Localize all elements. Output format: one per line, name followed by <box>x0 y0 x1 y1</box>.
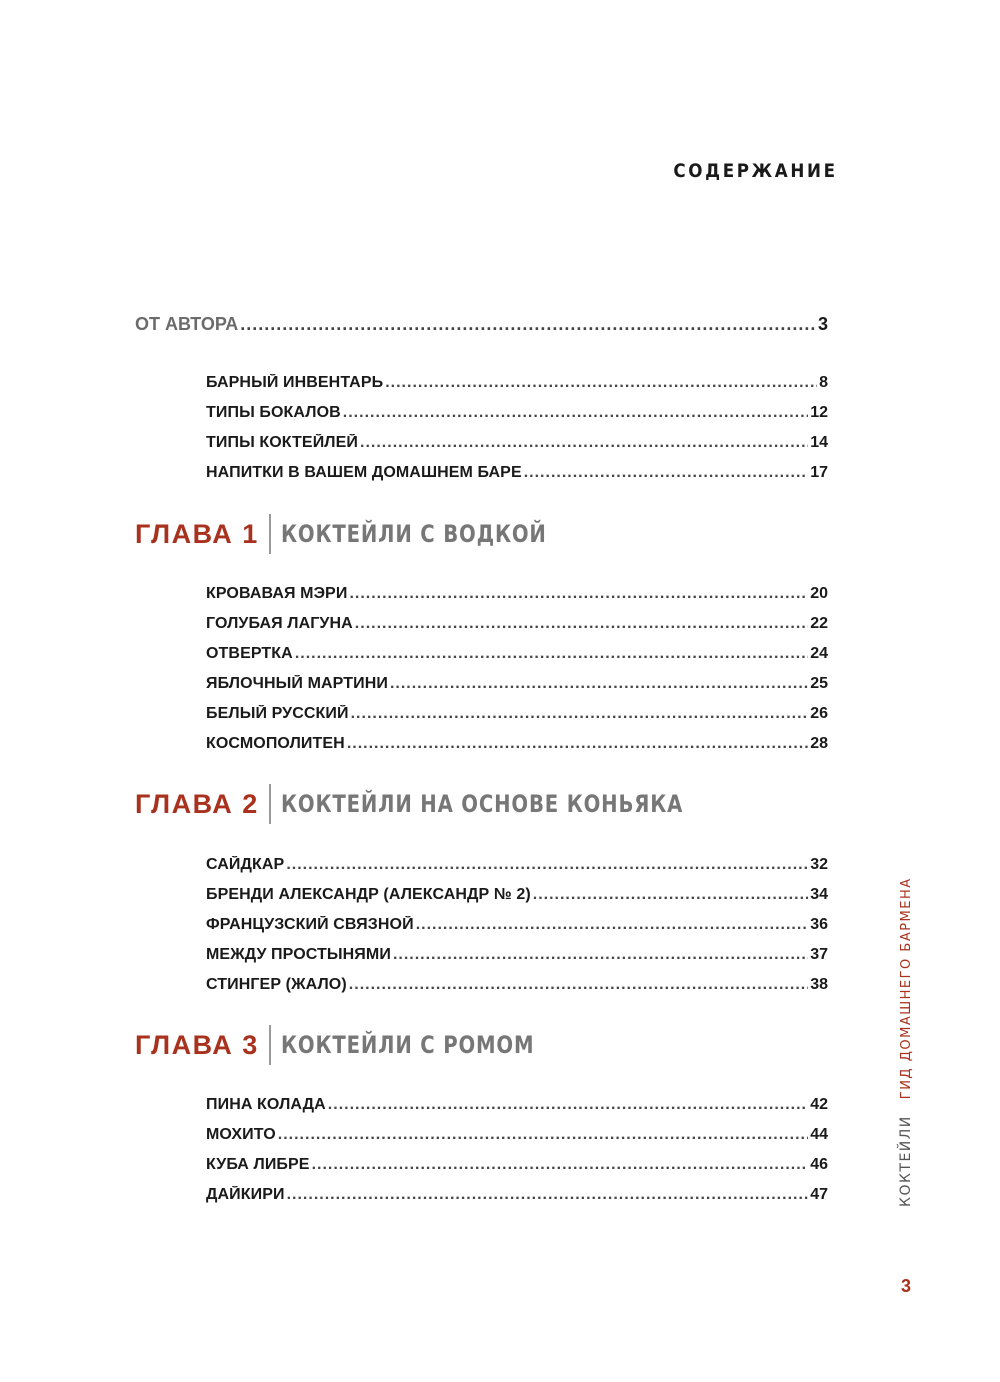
dot-leader <box>416 916 809 934</box>
toc-entry-label: НАПИТКИ В ВАШЕМ ДОМАШНЕМ БАРЕ <box>206 464 522 481</box>
toc-entry-label: ПИНА КОЛАДА <box>206 1096 326 1113</box>
chapter-heading-1[interactable] <box>135 514 605 554</box>
toc-entry-page: 8 <box>819 374 828 391</box>
toc-entry-label: ДАЙКИРИ <box>206 1186 285 1203</box>
toc-entry-page: 22 <box>810 615 828 632</box>
dot-leader <box>385 374 817 392</box>
toc-entry-label: КУБА ЛИБРЕ <box>206 1156 310 1173</box>
chapter-divider <box>269 1025 271 1065</box>
toc-entry-page: 25 <box>810 675 828 692</box>
dot-leader <box>343 404 808 422</box>
toc-entry[interactable] <box>206 585 828 609</box>
dot-leader <box>349 976 808 994</box>
toc-entry[interactable] <box>206 976 828 1000</box>
toc-entry-label: ФРАНЦУЗСКИЙ СВЯЗНОЙ <box>206 916 414 933</box>
dot-leader <box>240 314 816 335</box>
toc-entry-page: 20 <box>810 585 828 602</box>
toc-entry[interactable] <box>206 705 828 729</box>
toc-entry-page: 34 <box>810 886 828 903</box>
toc-entry-label: БАРНЫЙ ИНВЕНТАРЬ <box>206 374 384 391</box>
toc-entry-author[interactable] <box>135 314 828 335</box>
toc-entry-page: 42 <box>810 1096 828 1113</box>
toc-entry-label: СТИНГЕР (ЖАЛО) <box>206 976 347 993</box>
chapter-divider <box>269 784 271 824</box>
running-head-book: КОКТЕЙЛИ <box>898 1115 914 1207</box>
toc-entry-label: МЕЖДУ ПРОСТЫНЯМИ <box>206 946 391 963</box>
toc-entry-page: 47 <box>810 1186 828 1203</box>
chapter-title: КОКТЕЙЛИ С ВОДКОЙ <box>280 520 547 548</box>
dot-leader <box>533 886 808 904</box>
toc-entry-page: 24 <box>810 645 828 662</box>
dot-leader <box>278 1126 808 1144</box>
toc-entry-label: ТИПЫ БОКАЛОВ <box>206 404 341 421</box>
toc-entry[interactable] <box>206 916 828 940</box>
toc-entry[interactable] <box>206 856 828 880</box>
toc-entry[interactable] <box>206 374 828 398</box>
dot-leader <box>349 585 808 603</box>
toc-entry-page: 3 <box>817 314 828 334</box>
toc-entry-page: 36 <box>810 916 828 933</box>
toc-entry[interactable] <box>206 1156 828 1180</box>
toc-entry[interactable] <box>206 946 828 970</box>
toc-entry-label: МОХИТО <box>206 1126 276 1143</box>
toc-entry-page: 14 <box>810 434 828 451</box>
toc-entry-label: БЕЛЫЙ РУССКИЙ <box>206 705 349 722</box>
toc-entry-page: 32 <box>810 856 828 873</box>
dot-leader <box>355 615 808 633</box>
toc-entry-page: 37 <box>810 946 828 963</box>
chapter-number: ГЛАВА 2 <box>135 788 259 819</box>
toc-entry[interactable] <box>206 404 828 428</box>
toc-entry[interactable] <box>206 615 828 639</box>
page-number: 3 <box>901 1276 912 1296</box>
toc-heading: СОДЕРЖАНИЕ <box>673 160 838 182</box>
dot-leader <box>393 946 808 964</box>
chapter-number: ГЛАВА 3 <box>135 1029 259 1060</box>
toc-entry[interactable] <box>206 645 828 669</box>
dot-leader <box>312 1156 809 1174</box>
toc-entry-label: ОТВЕРТКА <box>206 645 293 662</box>
toc-entry[interactable] <box>206 464 828 488</box>
dot-leader <box>347 735 808 753</box>
toc-entry-label: БРЕНДИ АЛЕКСАНДР (АЛЕКСАНДР № 2) <box>206 886 531 903</box>
toc-entry[interactable] <box>206 735 828 759</box>
chapter-number: ГЛАВА 1 <box>135 518 259 549</box>
running-head <box>895 877 925 1207</box>
dot-leader <box>524 464 808 482</box>
chapter-divider <box>269 514 271 554</box>
dot-leader <box>390 675 808 693</box>
toc-entry-page: 17 <box>810 464 828 481</box>
toc-entry[interactable] <box>206 886 828 910</box>
chapter-title: КОКТЕЙЛИ С РОМОМ <box>280 1031 535 1059</box>
running-head-subtitle: ГИД ДОМАШНЕГО БАРМЕНА <box>898 877 914 1100</box>
toc-entry-page: 28 <box>810 735 828 752</box>
toc-entry[interactable] <box>206 675 828 699</box>
toc-entry[interactable] <box>206 1126 828 1150</box>
toc-entry-label: ЯБЛОЧНЫЙ МАРТИНИ <box>206 675 388 692</box>
dot-leader <box>295 645 808 663</box>
chapter-title: КОКТЕЙЛИ НА ОСНОВЕ КОНЬЯКА <box>280 790 683 818</box>
toc-entry-label: ОТ АВТОРА <box>135 314 239 334</box>
toc-entry-label: ГОЛУБАЯ ЛАГУНА <box>206 615 353 632</box>
toc-entry-label: САЙДКАР <box>206 856 285 873</box>
chapter-heading-2[interactable] <box>135 784 771 824</box>
toc-entry-page: 26 <box>810 705 828 722</box>
toc-entry[interactable] <box>206 1186 828 1210</box>
toc-entry[interactable] <box>206 1096 828 1120</box>
toc-entry-page: 12 <box>810 404 828 421</box>
toc-entry-page: 44 <box>810 1126 828 1143</box>
dot-leader <box>360 434 808 452</box>
toc-entry-label: КРОВАВАЯ МЭРИ <box>206 585 348 602</box>
chapter-heading-3[interactable] <box>135 1025 590 1065</box>
toc-entry-label: ТИПЫ КОКТЕЙЛЕЙ <box>206 434 359 451</box>
dot-leader <box>328 1096 808 1114</box>
toc-entry-page: 46 <box>810 1156 828 1173</box>
toc-entry-page: 38 <box>810 976 828 993</box>
toc-entry[interactable] <box>206 434 828 458</box>
dot-leader <box>351 705 809 723</box>
dot-leader <box>287 1186 809 1204</box>
toc-entry-label: КОСМОПОЛИТЕН <box>206 735 345 752</box>
dot-leader <box>286 856 808 874</box>
